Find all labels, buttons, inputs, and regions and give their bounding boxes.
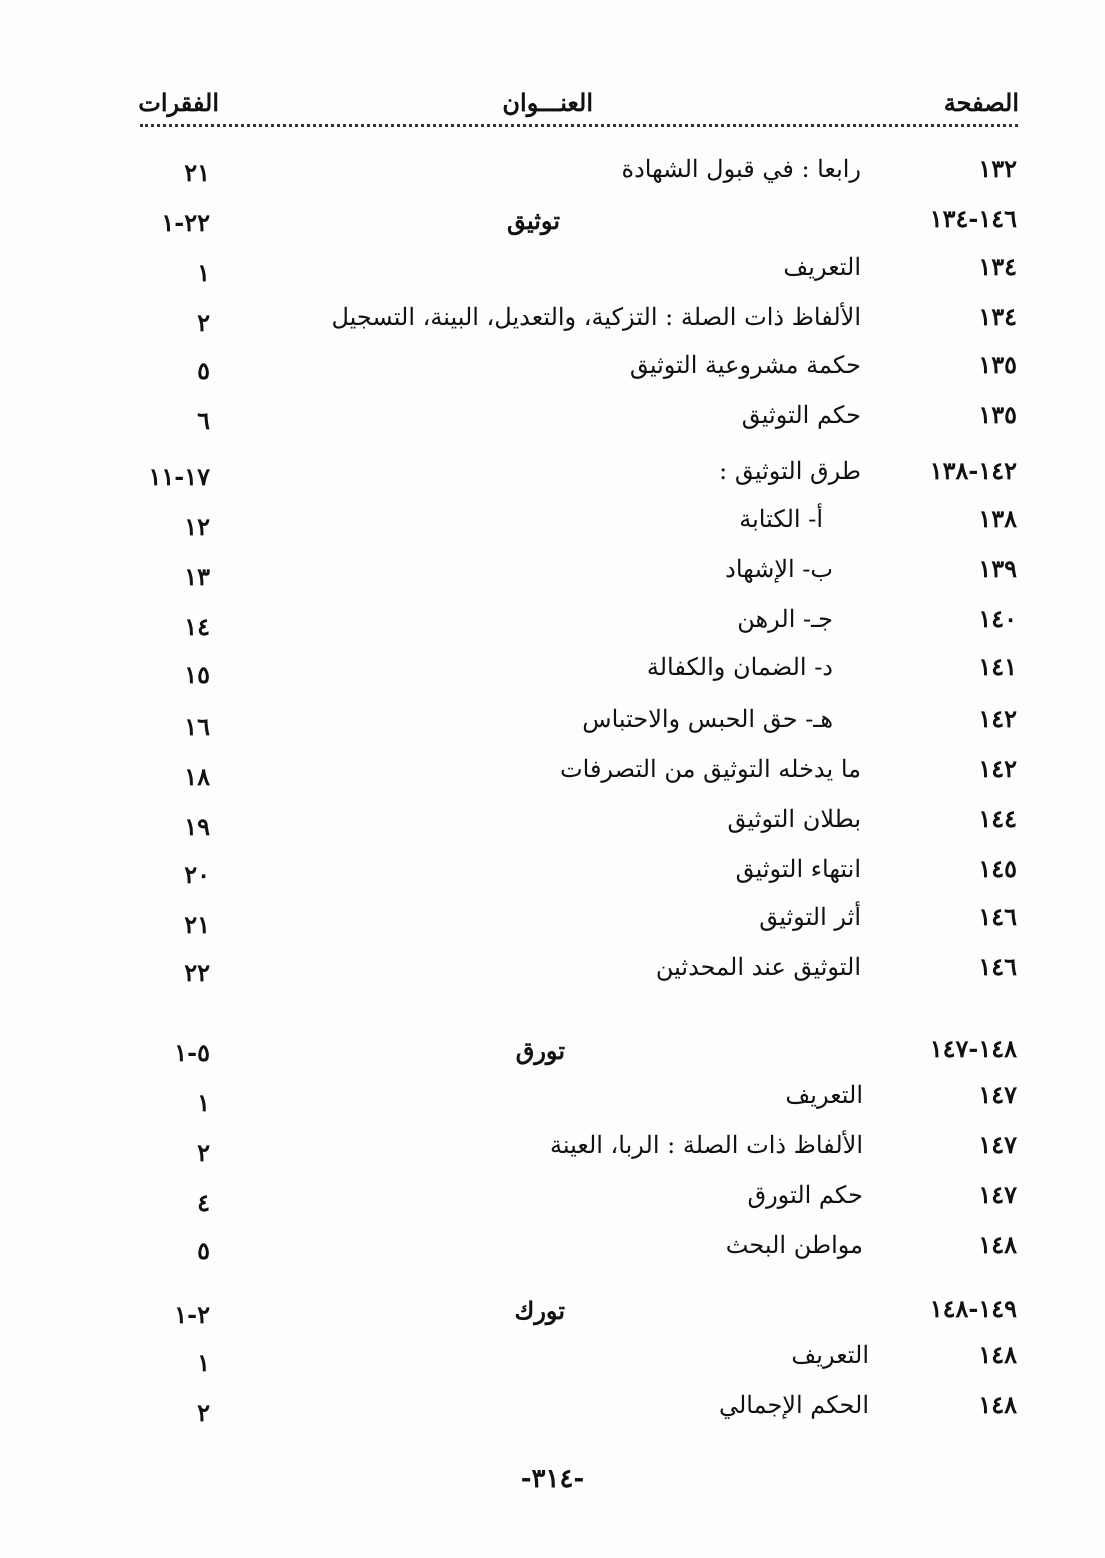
row-title: د- الضمان والكفالة [646, 653, 833, 681]
row-page: ١٣٢ [978, 154, 1017, 183]
row-page: ١٤٧ [978, 1130, 1017, 1159]
row-title: مواطن البحث [725, 1231, 863, 1259]
row-title: بطلان التوثيق [727, 805, 861, 833]
row-paragraphs: ١٤ [184, 612, 210, 641]
row-page: ١٤٨ [978, 1340, 1017, 1369]
row-title: ب- الإشهاد [725, 555, 833, 583]
row-paragraphs: ٢ [197, 1398, 210, 1427]
row-page: ١٤٦ [978, 952, 1017, 981]
row-title: التعريف [791, 1341, 869, 1369]
row-paragraphs: ١ [197, 1088, 210, 1117]
row-paragraphs: ١ [197, 1348, 210, 1377]
row-page: ١٤٤ [978, 804, 1017, 833]
row-page: ١٤٩-١٤٨ [929, 1294, 1017, 1323]
row-page: ١٤٧ [978, 1080, 1017, 1109]
header-paragraphs-label: الفقرات [138, 88, 219, 117]
row-title: أ- الكتابة [739, 505, 823, 533]
header-page-label: الصفحة [943, 88, 1019, 117]
row-title: التوثيق عند المحدثين [655, 953, 861, 981]
row-page: ١٣٤ [978, 302, 1017, 331]
row-paragraphs: ١٨ [184, 762, 210, 791]
section-heading: تورك [514, 1296, 565, 1325]
row-paragraphs: ٢ [197, 308, 210, 337]
row-paragraphs: ٢٢-١ [161, 208, 210, 237]
row-page: ١٤٢-١٣٨ [929, 456, 1017, 485]
row-title: هـ- حق الحبس والاحتباس [582, 705, 833, 733]
row-title: التعريف [783, 253, 861, 281]
row-page: ١٤٨ [978, 1390, 1017, 1419]
header-title-label: العنـــوان [502, 88, 593, 117]
row-page: ١٤٦-١٣٤ [929, 204, 1017, 233]
row-paragraphs: ٥-١ [174, 1038, 210, 1067]
row-paragraphs: ٢١ [184, 910, 210, 939]
row-title: حكم التورق [747, 1181, 863, 1209]
row-title: ما يدخله التوثيق من التصرفات [560, 755, 861, 783]
page-number: -٣١٤- [520, 1464, 585, 1494]
section-heading: تورق [515, 1036, 565, 1065]
row-title: حكمة مشروعية التوثيق [629, 351, 861, 379]
row-paragraphs: ١٦ [184, 712, 210, 741]
row-paragraphs: ٦ [197, 406, 210, 435]
row-title: الألفاظ ذات الصلة : الربا، العينة [550, 1131, 863, 1159]
row-page: ١٤٧ [978, 1180, 1017, 1209]
row-page: ١٣٨ [978, 504, 1017, 533]
row-paragraphs: ٤ [197, 1188, 210, 1217]
row-page: ١٤٥ [978, 854, 1017, 883]
row-page: ١٤٨-١٤٧ [929, 1034, 1017, 1063]
row-paragraphs: ١٢ [184, 512, 210, 541]
row-paragraphs: ٢-١ [174, 1300, 210, 1329]
row-paragraphs: ٥ [197, 356, 210, 385]
row-page: ١٣٥ [978, 350, 1017, 379]
row-title: جـ- الرهن [737, 605, 833, 633]
header-divider [140, 124, 1018, 127]
row-paragraphs: ١٥ [184, 660, 210, 689]
row-paragraphs: ١٧-١١ [148, 462, 210, 491]
row-paragraphs: ٥ [197, 1236, 210, 1265]
row-paragraphs: ١٣ [184, 562, 210, 591]
row-page: ١٤٠ [978, 604, 1017, 633]
row-title: التعريف [785, 1081, 863, 1109]
row-title: رابعا : في قبول الشهادة [621, 155, 861, 183]
row-page: ١٤١ [978, 652, 1017, 681]
row-title: طرق التوثيق : [719, 457, 861, 485]
row-page: ١٣٤ [978, 252, 1017, 281]
row-title: الحكم الإجمالي [718, 1391, 869, 1419]
row-title: الألفاظ ذات الصلة : التزكية، والتعديل، البينة، التسجيل [331, 303, 861, 331]
row-paragraphs: ٢ [197, 1138, 210, 1167]
row-title: أثر التوثيق [759, 903, 861, 931]
row-paragraphs: ٢٢ [184, 958, 210, 987]
row-title: حكم التوثيق [741, 401, 861, 429]
row-paragraphs: ١٩ [184, 812, 210, 841]
row-paragraphs: ٢١ [184, 158, 210, 187]
row-page: ١٤٦ [978, 902, 1017, 931]
row-page: ١٤٢ [978, 704, 1017, 733]
row-paragraphs: ١ [197, 258, 210, 287]
row-page: ١٣٩ [978, 554, 1017, 583]
row-page: ١٣٥ [978, 400, 1017, 429]
row-paragraphs: ٢٠ [184, 860, 210, 889]
row-title: انتهاء التوثيق [735, 855, 861, 883]
row-page: ١٤٨ [978, 1230, 1017, 1259]
row-page: ١٤٢ [978, 754, 1017, 783]
section-heading: توثيق [506, 206, 560, 235]
